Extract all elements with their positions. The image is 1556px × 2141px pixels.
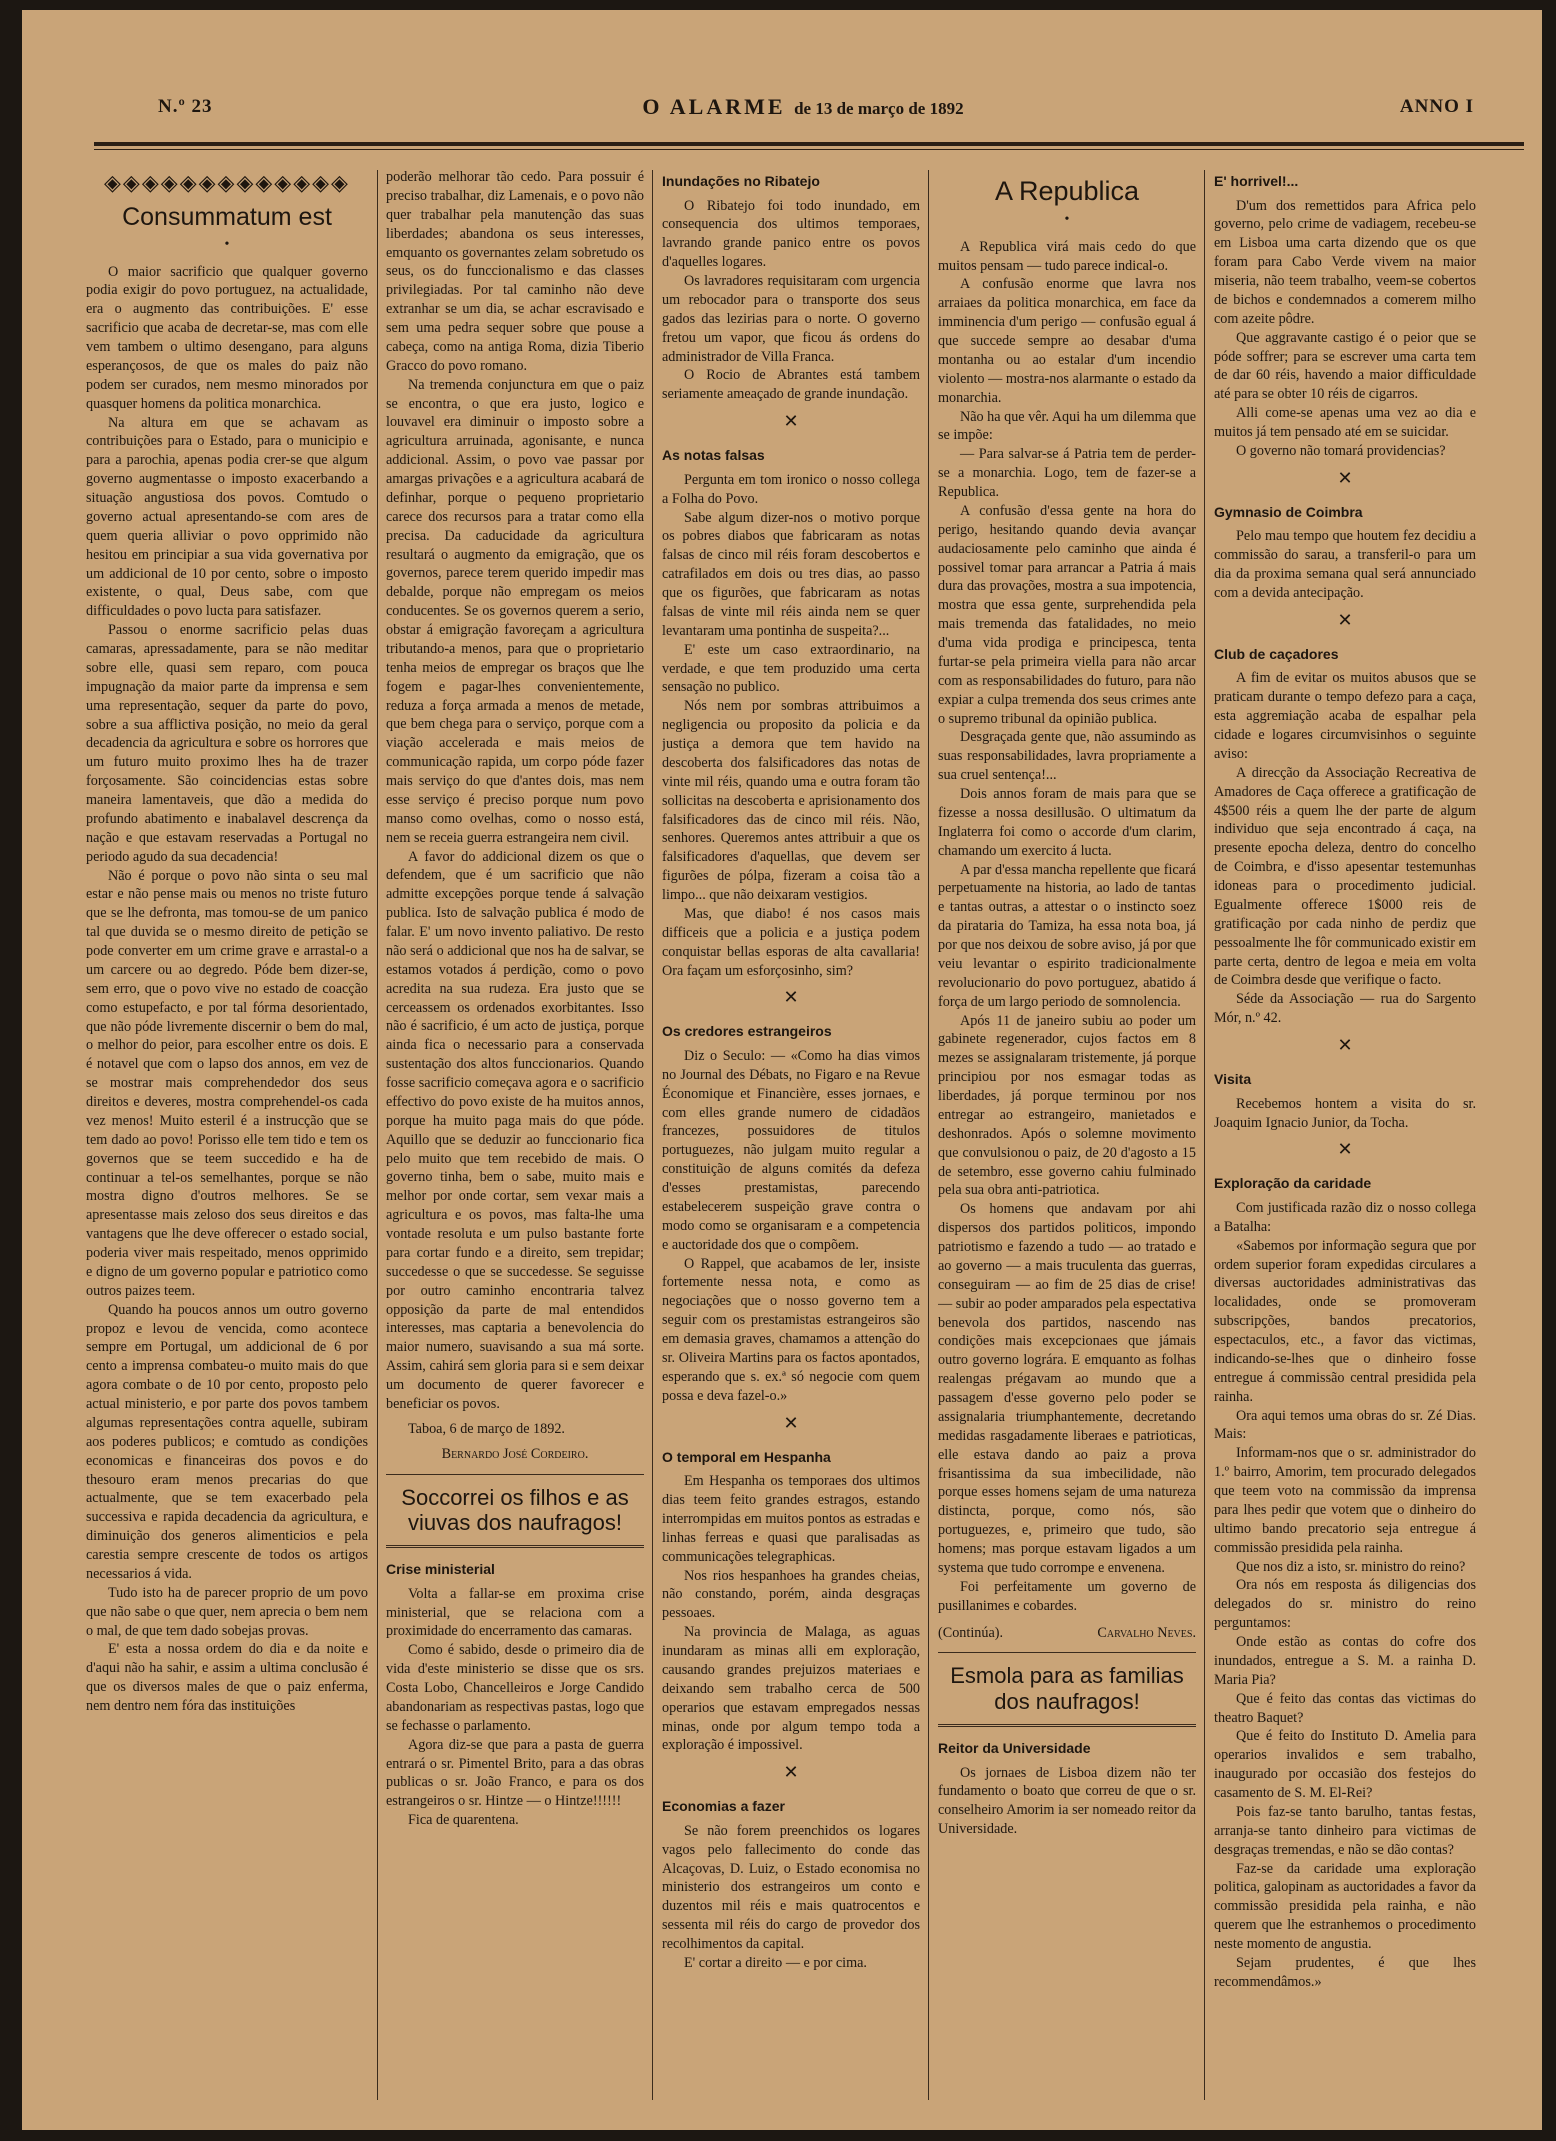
column-5 [1214, 168, 1476, 2098]
section-cross-icon: ✕ [783, 987, 799, 1008]
paragraph: Quando ha poucos annos um outro governo propoz e levou de vencida, como acontece sempre em Portugal, um addicional de 6 por cento a imprensa combateu-o muito mais do que agora combate o de 10 por cento, proposto pelo actual ministerio, e por parte dos povos tambem algumas representações contra aquelle, subiram aos poderes publicos; e comtudo as condições economicas e financeiras dos povos e do thesouro eram menos precarias do que actualmente, que se tem exacerbado pela successiva e rapida decadencia da agricultura, e diminuição dos generos alimenticios e pela carestia sempre crescente de todos os artigos necessarios á vida. [86, 1301, 368, 1582]
section-heading: E' horrivel!... [1214, 173, 1299, 189]
continued-note: (Continúa). [938, 1624, 1004, 1641]
paragraph: Sabe algum dizer-nos o motivo porque os pobres diabos que fabricaram as notas falsas de cinco mil réis foram descobertos e catrafilados em dois ou tres dias, ao passo que os figurões, que fabricaram as notas falsas de vinte mil réis ainda nem se quer levantaram uma pontinha de suspeita?... [662, 509, 920, 639]
paragraph: Com justificada razão diz o nosso collega a Batalha: [1214, 1199, 1476, 1235]
paragraph: Onde estão as contas do cofre dos inundados, entregue a S. M. a rainha D. Maria Pia? [1214, 1634, 1476, 1688]
separator-line [938, 1724, 1196, 1727]
paragraph: A fim de evitar os muitos abusos que se praticam durante o tempo defezo para a caça, esta aggremiação acaba de espalhar pela cidade e logares circumvisinhos o seguinte aviso: [1214, 670, 1476, 762]
paragraph: Na altura em que se achavam as contribuições para o Estado, para o municipio e para a parochia, apenas podia crer-se que algum governo augmentasse o imposto exacerbando a situação angustiosa dos povos. Comtudo o governo actual apresentando-se com ares de quem queria alliviar o povo opprimido não hesitou em principiar a sua vida governativa por um addicional de 10 por cento, sobre o imposto existente, o qual, Deus sabe, com que difficuldades o povo lucta para satisfazer. [86, 414, 368, 620]
paragraph: Em Hespanha os temporaes dos ultimos dias teem feito grandes estragos, estando interrompidas em muitos pontos as estradas e linhas ferreas e quasi que paralisadas as communicações telegraphicas. [662, 1473, 920, 1565]
section-heading: Club de caçadores [1214, 645, 1339, 662]
issue-number: N.º 23 [158, 96, 213, 117]
paragraph: Pergunta em tom ironico o nosso collega a Folha do Povo. [662, 471, 920, 507]
paragraph: Desgraçada gente que, não assumindo as suas responsabilidades, lavra propriamente a sua cruel sentença!... [938, 729, 1196, 784]
section-heading: O temporal em Hespanha [662, 1448, 831, 1465]
paragraph: Após 11 de janeiro subiu ao poder um gabinete regenerador, cujos factos em 8 mezes se assignalaram tristemente, já porque principiou por nos esmagar todas as liberdades, já porque terminou por nos entregar ao estrangeiro, manietados e deshonrados. Após o solemne movimento que convulsionou o paiz, de 20 d'agosto a 15 de setembro, esse governo cahiu fulminado pela sua obra anti-patriotica. [938, 1012, 1196, 1199]
paragraph: A Republica virá mais cedo do que muitos pensam — tudo parece indical-o. [938, 238, 1196, 274]
paragraph: Séde da Associação — rua do Sargento Mór, n.º 42. [1214, 991, 1476, 1027]
paragraph: Foi perfeitamente um governo de pusillanimes e cobardes. [938, 1578, 1196, 1614]
section-heading: Reitor da Universidade [938, 1740, 1091, 1756]
paragraph: Faz-se da caridade uma exploração politica, galopinam as auctoridades a favor da commissão presidida pela rainha, e não querem que lhe estranhemos o procedimento neste momento de angustia. [1214, 1860, 1476, 1953]
paragraph: Sejam prudentes, é que lhes recommendâmos.» [1214, 1954, 1476, 1990]
paragraph: Alli come-se apenas uma vez ao dia e muitos já tem pensado até em se suicidar. [1214, 405, 1476, 441]
column-divider [1204, 170, 1205, 2100]
section-heading: Economias a fazer [662, 1798, 785, 1815]
paragraph: Volta a fallar-se em proxima crise ministerial, que se relaciona com a proximidade do encerramento das camaras. [386, 1585, 644, 1640]
paragraph: Na provincia de Malaga, as aguas inundaram as minas alli em exploração, causando grandes prejuizos materiaes e deixando sem trabalho cerca de 500 operarios que estavam empregados nessas minas, onde por algum tempo toda a exploração é impossivel. [662, 1624, 920, 1754]
section-cross-icon: ✕ [1337, 1139, 1353, 1160]
paragraph: A confusão enorme que lavra nos arraiaes da politica monarchica, em face da imminencia d'um perigo — confusão egual á que succede sempre ao desabar d'uma montanha ou ao estalar d'um incendio violento — mostra-nos alarmante o estado da monarchia. [938, 276, 1196, 406]
paragraph: E' cortar a direito — e por cima. [684, 1954, 867, 1971]
paragraph: Ora aqui temos uma obras do sr. Zé Dias. Mais: [1214, 1407, 1476, 1443]
paragraph: poderão melhorar tão cedo. Para possuir é preciso trabalhar, diz Lamenais, e o povo não quer trabalhar pela manutenção das suas liberdades; abandona os seus interesses, emquanto os governantes zelam sobretudo os seus, os do funccionalismo e das classes privilegiadas. Por tal caminho não deve extranhar se um dia, se achar escravisado e sem uma pedra sequer sobre que pouse a cabeça, como na antiga Roma, dizia Tiberio Gracco do povo romano. [386, 169, 644, 374]
paragraph: A direcção da Associação Recreativa de Amadores de Caça offerece a gratificação de 4$500 réis a quem lhe der parte de algum individuo que seja encontrado á caça, na presente epocha deleza, dentro do concelho de Coimbra, e d'isso apesentar testemunhas idoneas para o procedimento judicial. Egualmente offerece 1$000 reis de gratificação por cada ninho de perdiz que pessoalmente lhe fôr communicado existir em parte certa, dentro de legoa e meia em volta de Coimbra desde que verifique o facto. [1214, 764, 1476, 989]
paragraph: — Para salvar-se á Patria tem de perder-se a monarchia. Logo, tem de fazer-se a Republica. [938, 446, 1196, 501]
paragraph: Os jornaes de Lisboa dizem não ter fundamento o boato que correu de que o sr. conselheiro Amorim ia ser nomeado reitor da Universidade. [938, 1764, 1196, 1838]
separator-line [938, 1652, 1196, 1653]
paragraph: Tudo isto ha de parecer proprio de um povo que não sabe o que quer, nem aprecia o bem nem o mal, de que tem dado sobejas provas. [86, 1584, 368, 1639]
title-bullet: • [1064, 212, 1070, 228]
paragraph: Recebemos hontem a visita do sr. Joaquim Ignacio Junior, da Tocha. [1214, 1095, 1476, 1131]
section-heading: Crise ministerial [386, 1561, 495, 1578]
issue-date: de 13 de março de 1892 [794, 99, 964, 118]
column-divider [377, 170, 378, 2100]
section-heading: Os credores estrangeiros [662, 1023, 832, 1040]
article-signature [938, 1624, 1196, 1643]
separator-line [386, 1474, 644, 1475]
section-heading: Inundações no Ribatejo [662, 173, 820, 189]
title-bullet: • [224, 237, 230, 252]
column-divider [928, 170, 929, 2100]
section-heading: Visita [1214, 1071, 1252, 1088]
paragraph: Agora diz-se que para a pasta de guerra entrará o sr. Pimentel Brito, para a das obras publicas o sr. João Franco, e para os dos estrangeiros o sr. Hintze — o Hintze!!!!!! [386, 1736, 644, 1810]
paragraph: Nos rios hespanhoes ha grandes cheias, não constando, porém, ainda desgraças pessoaes. [662, 1567, 920, 1622]
paragraph: A confusão d'essa gente na hora do perigo, hesitando quando devia avançar audaciosamente pelo caminho que ainda é possivel tomar para arrancar a Patria á mais dura das provações, mostra a sua impotencia, mostra que essa gente, surprehendida pela mais tremenda das fatalidades, no meio d'uma vida prodiga e principesca, tenta furtar-se pela primeira viella para não arcar com as responsabilidades do futuro, para não expiar a culpa tremenda dos seus crimes ante o supremo tribunal da opinião publica. [938, 502, 1196, 727]
paragraph: Que aggravante castigo é o peior que se póde soffrer; para se escrever uma carta tem de dar 60 réis, havendo a maior difficuldade até para se obter 10 réis de cigarros. [1214, 329, 1476, 403]
column-2 [386, 168, 644, 2098]
paragraph: Passou o enorme sacrificio pelas duas camaras, apressadamente, para se não meditar sobre elle, quasi sem reparo, com pouca impugnação da maior parte da imprensa e sem uma representação, sequer da parte do povo, sobre a sua afflictiva posição, no meio da geral decadencia da agricultura e sobre os horrores que um futuro muito proximo lhes ha de trazer forçosamente. São coincidencias estas sobre maneira lamentaveis, que dão a medida do profundo abatimento e inabalavel descrença da nação e que estavam reservadas a Portugal no periodo agudo da sua decadencia! [86, 622, 368, 865]
column-1 [86, 168, 368, 2098]
ornament-border: ◈◈◈◈◈◈◈◈◈◈◈◈◈ [104, 170, 350, 195]
paragraph: Pelo mau tempo que houtem fez decidiu a commissão do sarau, a transferil-o para um dia da proxima semana qual será annunciado com a devida antecipação. [1214, 528, 1476, 602]
paragraph: A favor do addicional dizem os que o defendem, que é um sacrificio que não admitte excepções porque tende á salvação publica. Isto de salvação publica é modo de falar. E' um novo invento paliativo. De resto não será o addicional que nos ha de salvar, se estamos votados á perdição, como o povo acredita na sua rudeza. Era justo que se cerceassem os ordenados exorbitantes. Isso não é sacrificio, é um acto de justiça, porque ainda fica o necessario para a conservada sustentação dos altos funccionarios. Quando fosse sacrificio começava agora e o sacrificio effectivo do povo existe de ha muitos annos, porque ha muito paga mais do que póde. Aquillo que se deduzir ao funccionario fica pelo muito que tem recebido de mais. O governo tinha, bem o sabe, muito mais e melhor por onde cortar, sem vexar mais a agricultura e os povos, mas falta-lhe uma vontade resoluta e um pulso bastante forte para cortar fundo e a direito, sem trepidar; succedesse o que se succedesse. Se seguisse por outro caminho encontraria talvez opposição da parte de mal entendidos interesses, mas captaria a benevolencia do maior numero, suavisando a sua má sorte. Assim, cahirá sem gloria para si e sem deixar um documento de querer favorecer e beneficiar os povos. [386, 848, 644, 1412]
masthead-rule-thin [94, 149, 1524, 150]
paragraph: Na tremenda conjunctura em que o paiz se encontra, o que era justo, logico e louvavel era diminuir o imposto sobre a agricultura arruinada, agonisante, e nunca addicional. Assim, o povo vae passar por amargas privações e a agricultura acabará de definhar, porque o pequeno proprietario carece dos recursos para a tratar como ella precisa. Da caducidade da agricultura resultará o augmento da emigração, que os governos, parece terem querido impedir mas debalde, porque não empregam os meios conducentes. Se os governos querem a serio, obstar á emigração favoreçam a agricultura tributando-a menos, para que o proprietario tenha meios de empregar os braços que lhe fogem e pagar-lhes convenientemente, reduza a força armada a menos de metade, que bem chega para o serviço, porque com a viação accelerada e mais meios de communicação rapida, um corpo póde fazer mais serviço do que d'antes dois, mas nem esse serviço é preciso porque num povo manso como ovelhas, como o nosso está, nem se receia guerra estrangeira nem civil. [386, 376, 644, 846]
paragraph: Que é feito das contas das victimas do theatro Baquet? [1214, 1690, 1476, 1726]
article-title: A Republica [994, 176, 1140, 206]
masthead [82, 96, 1524, 136]
paragraph: Dois annos foram de mais para que se fizesse a nossa desillusão. O ultimatum da Inglaterra foi como o accorde d'um clarim, chamando um exercito á lucta. [938, 786, 1196, 859]
paragraph: O Ribatejo foi todo inundado, em consequencia dos ultimos temporaes, lavrando grande panico entre os povos d'aquelles logares. [662, 197, 920, 271]
paragraph: «Sabemos por informação segura que por ordem superior foram expedidas circulares a diversas auctoridades administrativas das localidades, onde se promoveram subscripções, bandos precatorios, espectaculos, etc., a favor das victimas, indicando-se-lhes que o dinheiro fosse entregue á commissão central presidida pela rainha. [1214, 1237, 1476, 1405]
paragraph: Ora nós em resposta ás diligencias dos delegados do sr. ministro do reino perguntamos: [1214, 1577, 1476, 1632]
paragraph: O governo não tomará providencias? [1236, 442, 1446, 459]
paragraph: O maior sacrificio que qualquer governo podia exigir do povo portuguez, na actualidade, era o augmento das contribuições. E' esse sacrificio que acaba de decretar-se, mas com elle vem tambem o ultimo desengano, para alguns esperançosos, de que os males do paiz não podem ser curados, nem mesmo minorados por quasquer homens da politica monarchica. [86, 263, 368, 412]
paragraph: Que é feito do Instituto D. Amelia para operarios invalidos e sem trabalho, inaugurado por occasião dos festejos do casamento de S. M. El-Rei? [1214, 1728, 1476, 1802]
paragraph: Mas, que diabo! é nos casos mais difficeis que a policia e a justiça podem conquistar bellas esporas de alta cavallaria! Ora façam um esforçosinho, sim? [662, 905, 920, 979]
section-heading: Gymnasio de Coimbra [1214, 503, 1363, 520]
section-heading: Exploração da caridade [1214, 1175, 1372, 1192]
separator-line [386, 1545, 644, 1548]
article-date: Taboa, 6 de março de 1892. [408, 1420, 565, 1437]
newspaper-name: O ALARME [642, 94, 786, 119]
paragraph: Os lavradores requisitaram com urgencia um rebocador para o transporte dos seus gados das lezirias para o norte. O governo fretou um vapor, que ficou ás ordens do administrador de Villa Franca. [662, 273, 920, 365]
author-name: Carvalho Neves. [1097, 1624, 1196, 1641]
appeal-heading: Esmola para as familias dos naufragos! [950, 1663, 1184, 1714]
volume-year: ANNO I [1399, 96, 1474, 117]
column-divider [652, 170, 653, 2100]
section-cross-icon: ✕ [1337, 467, 1353, 488]
paragraph: D'um dos remettidos para Africa pelo governo, pelo crime de vadiagem, recebeu-se em Lisboa uma carta dizendo que os que foram para Cabo Verde vivem na maior miseria, não teem trabalho, veem-se cobertos de bichos e condemnados a comerem milho com azeite pôdre. [1214, 197, 1476, 327]
paragraph: Os homens que andavam por ahi dispersos dos partidos politicos, impondo patriotismo e fazendo a tudo — ao tratado e ao governo — a mais truculenta das guerras, conseguiram — ao fim de 25 dias de crise! — subir ao poder amparados pela espectativa benevola dos partidos, nascendo nas condições mais excepcionaes que jámais outro governo lográra. E emquanto as folhas realengas prégavam ao mundo que a passagem d'esse governo pelo poder se assignalaria triumphantemente, decretando medidas rasgadamente liberaes e patrioticas, elle estava dando ao paiz a prova frisantissima da sua imbecilidade, não porque esses homens sejam de uma natureza distincta, porque, como nós, são portuguezes, e, primeiro que tudo, são homens; mas porque estavam ligados a um systema que tudo corrompe e envenena. [938, 1201, 1196, 1576]
paragraph: Não é porque o povo não sinta o seu mal estar e não pense mais ou menos no triste futuro que se lhe defronta, mas tomou-se de um panico tal que duvida se o mesmo direito de petição se pode converter em um crime grave e arrastal-o a um carcere ou ao degredo. Póde bem dizer-se, sem erro, que o povo vive no estado de coacção como estupefacto, e por tal fórma desorientado, que não póde livremente discernir o bem do mal, o melhor do peior, para escolher entre os dois. E é notavel que com o lapso dos annos, em vez de se mostrar mais comprehendedor dos seus direitos e deveres, mostra comprehendel-os cada vez menos! Muito esteril é a instrucção que se tem dado ao povo! Porisso elle tem tido e tem os governos que se teem succedido e ha de continuar a tel-os semelhantes, porque se não mostra digno d'outros melhores. Se se apresentasse mais zeloso dos seus direitos e das vantagens que lhe deve offerecer o estado social, poderia viver mais respeitado, menos opprimido e digno de um governo popular e patriotico como outros paizes teem. [86, 867, 368, 1299]
column-4 [938, 168, 1196, 2098]
column-3 [662, 168, 920, 2098]
masthead-rule [94, 142, 1524, 146]
newspaper-page [22, 10, 1542, 2130]
paragraph: Nós nem por sombras attribuimos a negligencia ou proposito da policia e da justiça a demora que tem havido na descoberta dos falsificadores das notas de vinte mil réis, quando uma e outra foram tão sollicitas na descoberta e aprisionamento dos falsificadores das de cinco mil réis. Não, senhores. Queremos antes attribuir a que os falsificadores d'aquellas, que devem ser figurões de pólpa, fizeram a coisa tão a limpo... que não deixaram vestigios. [662, 698, 920, 904]
appeal-heading: Soccorrei os filhos e as viuvas dos naufragos! [401, 1484, 629, 1535]
article-signature: Bernardo José Cordeiro. [441, 1445, 589, 1462]
paragraph: Fica de quarentena. [408, 1812, 519, 1829]
paragraph: E' esta a nossa ordem do dia e da noite e d'aqui não ha sahir, e assim a ultima conclusão é que os diversos males de que o paiz enferma, nem dentro nem fóra das instituições [86, 1641, 368, 1715]
paragraph: Que nos diz a isto, sr. ministro do reino? [1236, 1558, 1466, 1575]
section-cross-icon: ✕ [783, 411, 799, 432]
paragraph: Não ha que vêr. Aqui ha um dilemma que se impõe: [938, 408, 1196, 444]
paragraph: Como é sabido, desde o primeiro dia de vida d'este ministerio se disse que os srs. Costa Lobo, Chancelleiros e Jorge Candido abandonariam as respectivas pastas, logo que se fechasse o parlamento. [386, 1642, 644, 1734]
paragraph: O Rocio de Abrantes está tambem seriamente ameaçado de grande inundação. [662, 367, 920, 403]
paragraph: O Rappel, que acabamos de ler, insiste fortemente nessa nota, e como as negociações que o nosso governo tem a seguir com os prestamistas estrangeiros são em demasia graves, chamamos a attenção do sr. Oliveira Martins para os factos apontados, esperando que s. ex.ª só negocie com quem possa e deva fazel-o.» [662, 1255, 920, 1404]
section-cross-icon: ✕ [1337, 609, 1353, 630]
paragraph: Se não forem preenchidos os logares vagos pelo fallecimento do conde das Alcaçovas, D. Luiz, o Estado economisa no ministerio dos estrangeiros um conto e duzentos mil réis e mais quatrocentos e sessenta mil réis do cargo de provedor dos recolhimentos da capital. [662, 1822, 920, 1953]
article-title: Consummatum est [122, 203, 332, 232]
paragraph: Pois faz-se tanto barulho, tantas festas, arranja-se tanto dinheiro para victimas de desgraças tremendas, e não se dão contas? [1214, 1803, 1476, 1858]
section-cross-icon: ✕ [783, 1412, 799, 1433]
paragraph: Diz o Seculo: — «Como ha dias vimos no Journal des Débats, no Figaro e na Revue Économique et Financière, esses jornaes, e com elles grande numero de cidadãos francezes, possuidores de titulos portuguezes, não julgam muito regular a constituição de alguns comités da defeza d'esses prestamistas, parecendo estabelecerem suspeição grave contra o modo como se organisaram e a competencia e auctoridade dos que o compõem. [662, 1047, 920, 1253]
section-heading: As notas falsas [662, 447, 765, 464]
paragraph: A par d'essa mancha repellente que ficará perpetuamente na historia, ao lado de tantas e tantas outras, a attestar o o instincto soez da pirataria do Tamiza, ha essa nota boa, já por que nos deixou de sobre aviso, já por que veiu levantar o espirito tradicionalmente revolucionario do povo portuguez, abatido á força de um largo periodo de somnolencia. [938, 861, 1196, 1010]
paragraph: Informam-nos que o sr. administrador do 1.º bairro, Amorim, tem procurado delegados que teem voto na commissão da imprensa para lhes pedir que votem que o dinheiro do ultimo bando precatorio seja entregue á commissão presidida pela rainha. [1214, 1445, 1476, 1556]
paragraph: E' este um caso extraordinario, na verdade, e que tem produzido uma certa sensação no publico. [662, 641, 920, 696]
masthead-title [82, 94, 1524, 120]
section-cross-icon: ✕ [783, 1762, 799, 1783]
section-cross-icon: ✕ [1337, 1035, 1353, 1056]
